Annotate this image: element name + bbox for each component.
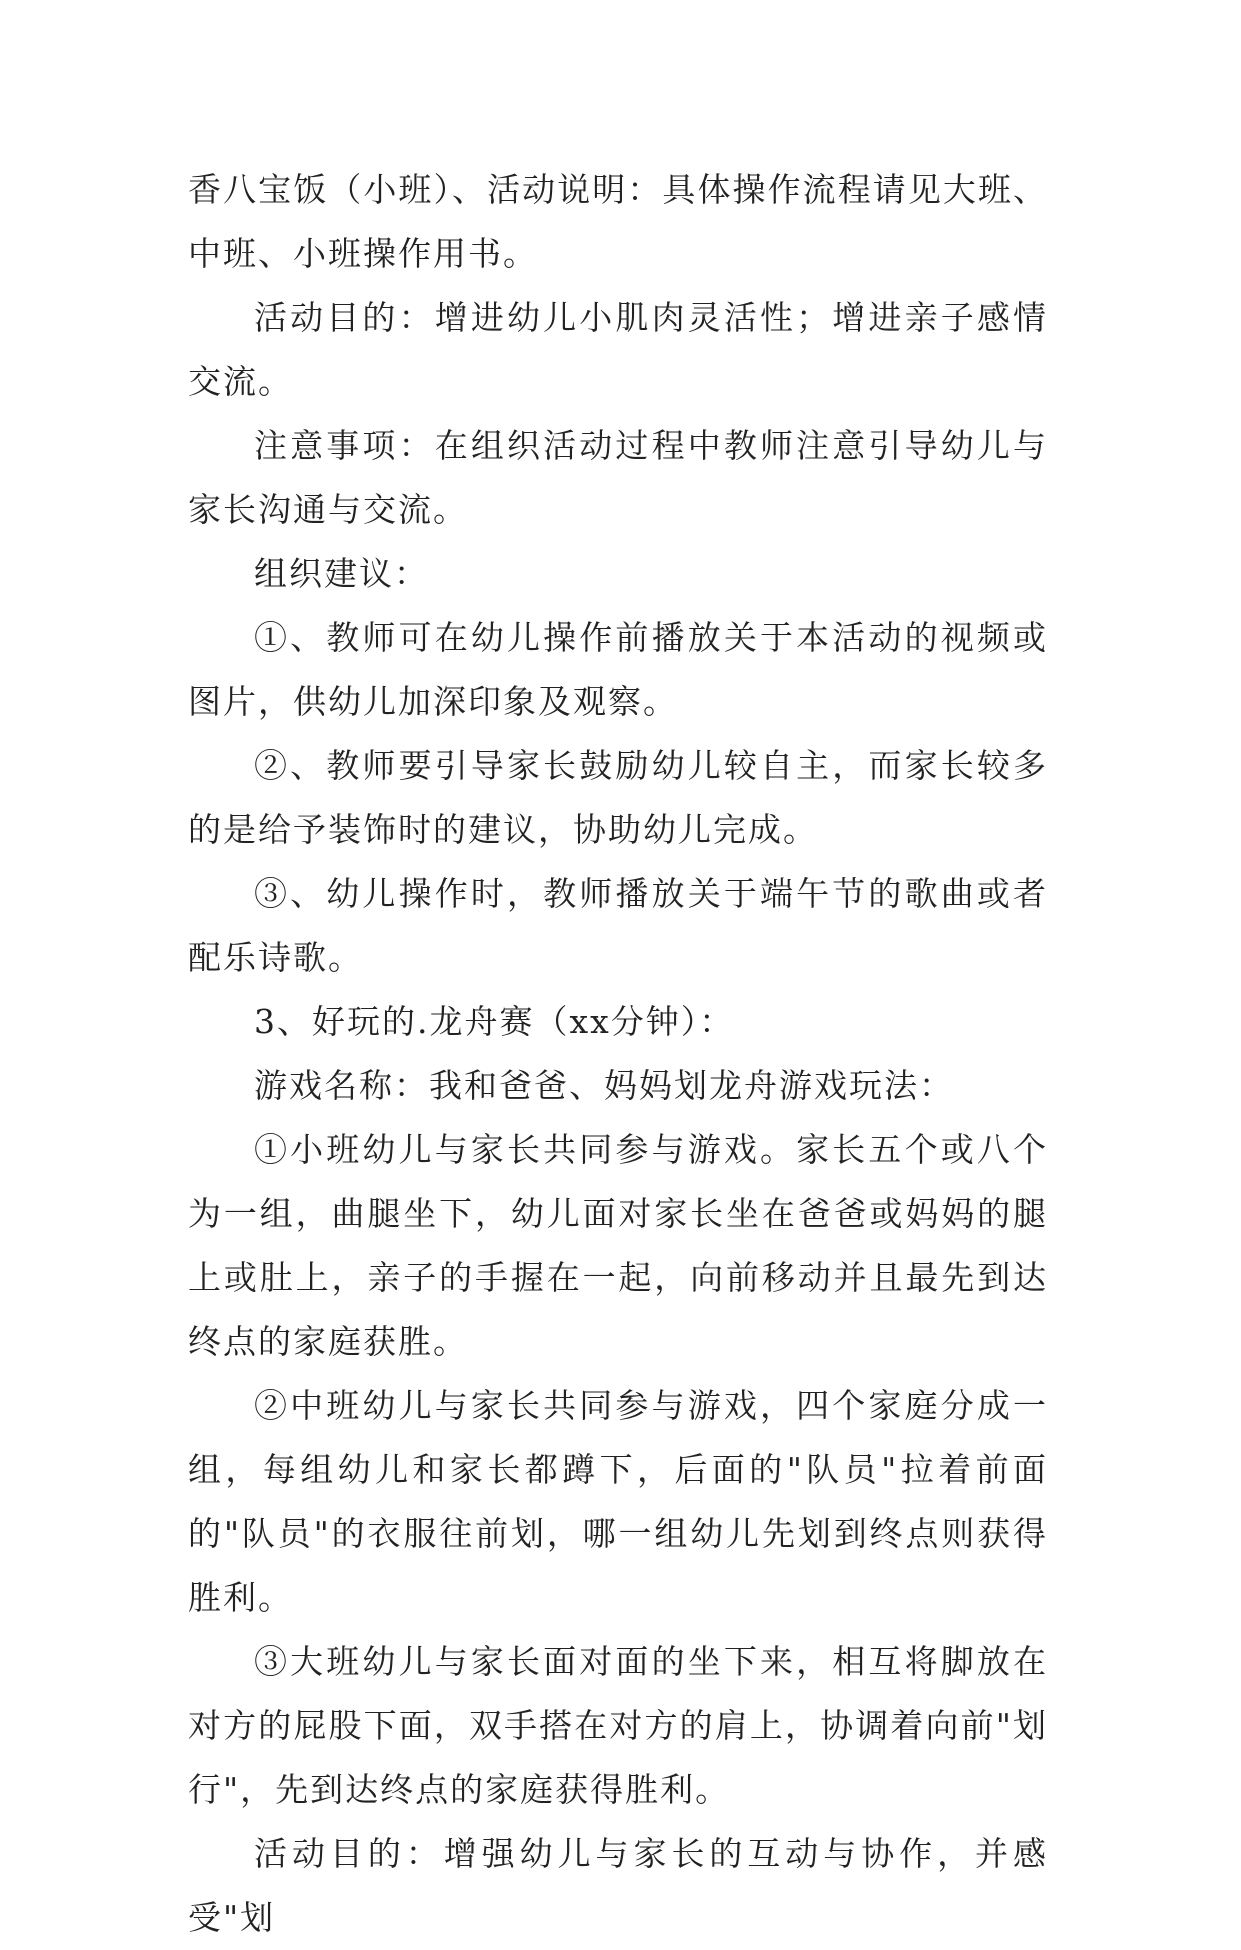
paragraph-game-name: 游戏名称：我和爸爸、妈妈划龙舟游戏玩法： [254, 1066, 954, 1105]
document-body [188, 158, 1048, 1950]
paragraph-organization-suggestions-heading: 组织建议： [254, 554, 429, 593]
paragraph-game-rule-middle-class: ②中班幼儿与家长共同参与游戏，四个家庭分成一组，每组幼儿和家长都蹲下，后面的"队员"拉着前面的"队员"的衣服往前划，哪一组幼儿先划到终点则获得胜利。 [188, 1386, 1048, 1617]
paragraph-game-rule-big-class: ③大班幼儿与家长面对面的坐下来，相互将脚放在对方的屁股下面，双手搭在对方的肩上，协调着向前"划行"，先到达终点的家庭获得胜利。 [188, 1642, 1048, 1809]
paragraph-precautions: 注意事项：在组织活动过程中教师注意引导幼儿与家长沟通与交流。 [188, 426, 1048, 529]
paragraph-suggestion-3: ③、幼儿操作时，教师播放关于端午节的歌曲或者配乐诗歌。 [188, 874, 1048, 977]
paragraph-game-rule-small-class: ①小班幼儿与家长共同参与游戏。家长五个或八个为一组，曲腿坐下，幼儿面对家长坐在爸爸或妈妈的腿上或肚上，亲子的手握在一起，向前移动并且最先到达终点的家庭获胜。 [188, 1130, 1048, 1361]
paragraph-eight-treasure-rice-note: 香八宝饭（小班）、活动说明：具体操作流程请见大班、中班、小班操作用书。 [188, 170, 1048, 273]
paragraph-suggestion-2: ②、教师要引导家长鼓励幼儿较自主，而家长较多的是给予装饰时的建议，协助幼儿完成。 [188, 746, 1048, 849]
paragraph-dragon-boat-heading: 3、好玩的.龙舟赛（xx分钟）： [254, 1002, 735, 1041]
paragraph-activity-goal-1: 活动目的：增进幼儿小肌肉灵活性；增进亲子感情交流。 [188, 298, 1048, 401]
paragraph-suggestion-1: ①、教师可在幼儿操作前播放关于本活动的视频或图片，供幼儿加深印象及观察。 [188, 618, 1048, 721]
paragraph-activity-goal-2: 活动目的：增强幼儿与家长的互动与协作，并感受"划 [188, 1834, 1048, 1937]
